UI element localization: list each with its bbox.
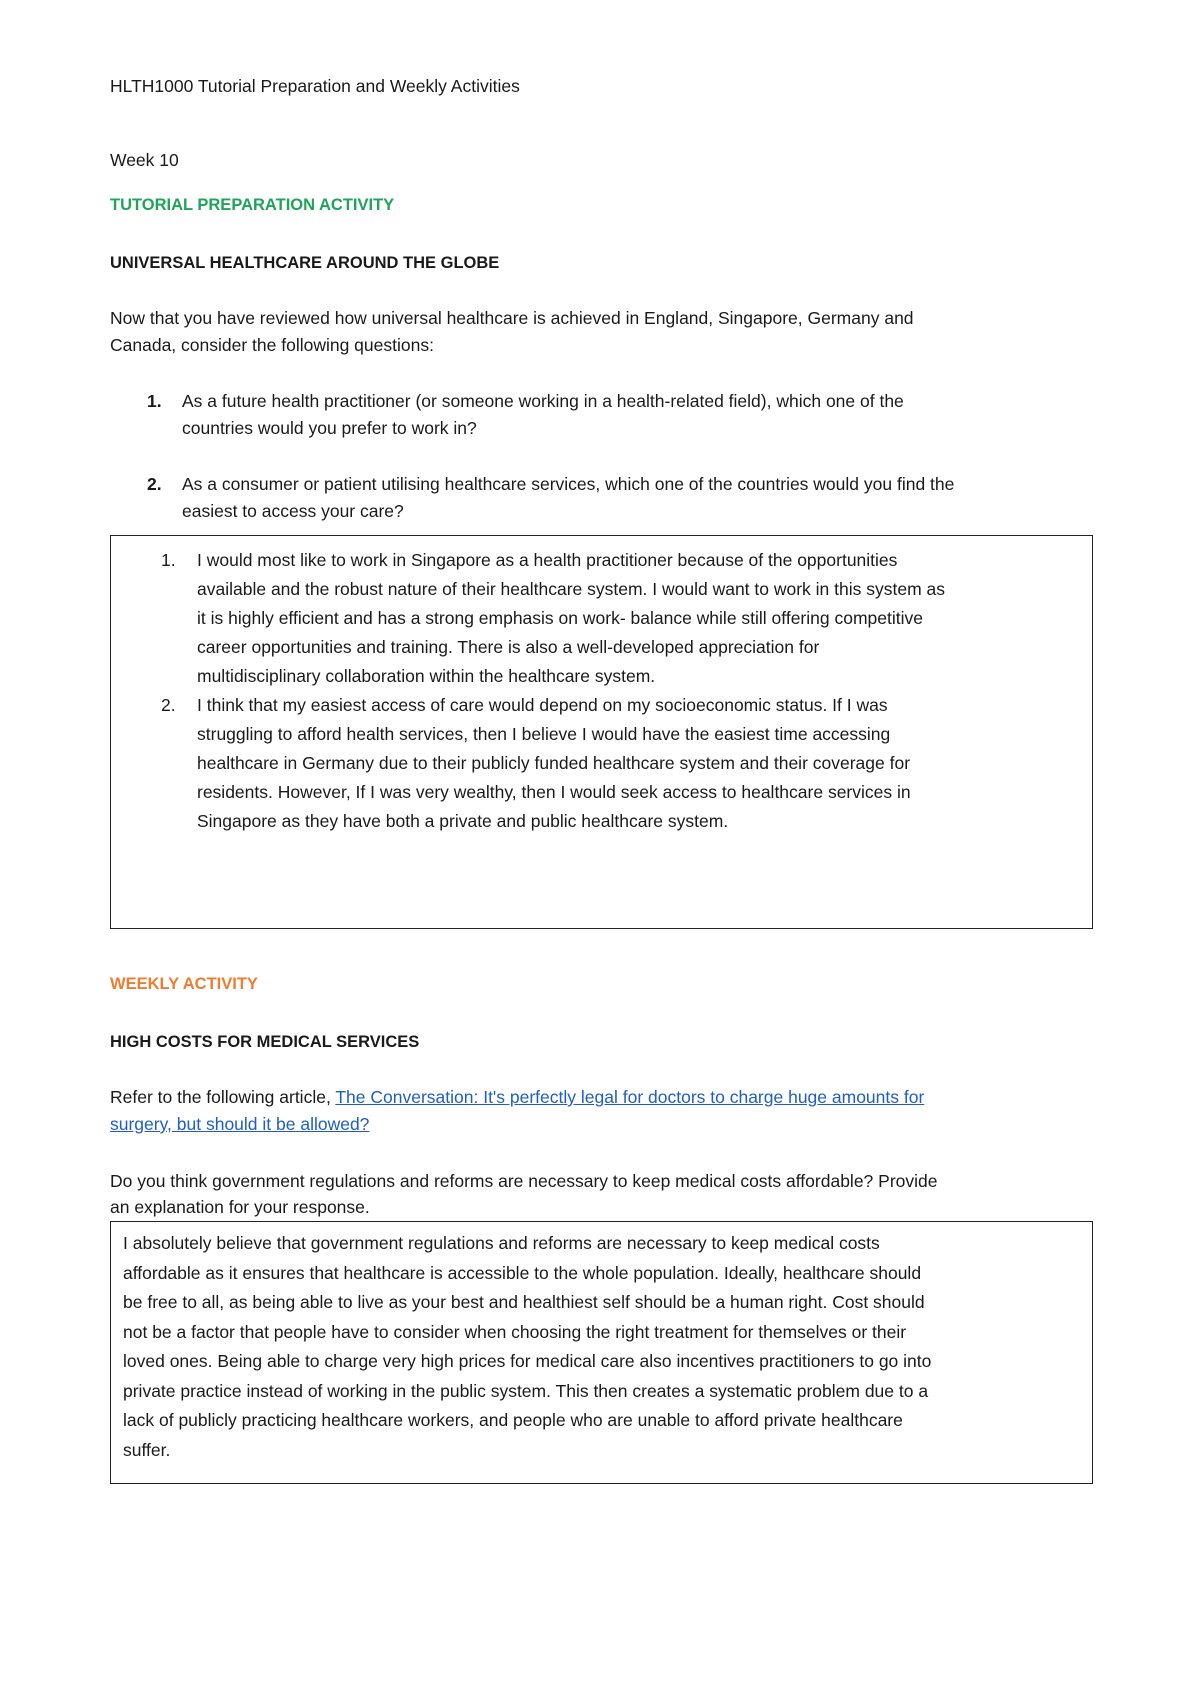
tutorial-intro-line: Canada, consider the following questions: xyxy=(110,335,434,355)
answer-line: loved ones. Being able to charge very high prices for medical care also incentives practitioners to go into xyxy=(123,1351,932,1371)
answer-line: affordable as it ensures that healthcare is accessible to the whole population. Ideally, healthcare should xyxy=(123,1262,922,1283)
tutorial-intro xyxy=(110,305,1095,359)
answer-item xyxy=(161,546,1092,691)
weekly-refer-paragraph xyxy=(110,1084,1095,1138)
tutorial-answers xyxy=(111,546,1092,836)
answer-line: lack of publicly practicing healthcare workers, and people who are unable to afford private healthcare xyxy=(123,1410,903,1430)
tutorial-section-label: TUTORIAL PREPARATION ACTIVITY xyxy=(110,196,395,214)
answer-line: I think that my easiest access of care would depend on my socioeconomic status. If I was xyxy=(197,695,888,715)
question-number: 2. xyxy=(147,474,162,494)
answer-line: be free to all, as being able to live as your best and healthiest self should be a human right. Cost should xyxy=(123,1292,925,1312)
refer-prefix: Refer to the following article, xyxy=(110,1087,336,1107)
article-link[interactable]: surgery, but should it be allowed? xyxy=(110,1114,370,1134)
answer-line: multidisciplinary collaboration within the healthcare system. xyxy=(197,666,656,686)
answer-line: Singapore as they have both a private and public healthcare system. xyxy=(197,811,729,831)
answer-line: career opportunities and training. There is also a well-developed appreciation for xyxy=(197,637,820,657)
question-line: easiest to access your care? xyxy=(182,501,404,521)
tutorial-question xyxy=(147,471,1095,525)
question-line: As a future health practitioner (or someone working in a health-related field), which one of the xyxy=(182,391,904,411)
answer-item xyxy=(161,691,1092,836)
article-link[interactable]: The Conversation: It's perfectly legal for doctors to charge huge amounts for xyxy=(335,1087,925,1107)
answer-line: I absolutely believe that government regulations and reforms are necessary to keep medical costs xyxy=(123,1233,880,1253)
answer-number: 1. xyxy=(161,550,176,570)
tutorial-question xyxy=(147,388,1095,442)
tutorial-intro-line: Now that you have reviewed how universal healthcare is achieved in England, Singapore, Germany and xyxy=(110,308,914,328)
answer-line: I would most like to work in Singapore as a health practitioner because of the opportunities xyxy=(197,550,898,570)
tutorial-questions xyxy=(110,388,1095,554)
weekly-question xyxy=(110,1168,1095,1220)
tutorial-title: UNIVERSAL HEALTHCARE AROUND THE GLOBE xyxy=(110,254,500,272)
tutorial-answer-box[interactable] xyxy=(110,535,1093,929)
weekly-title: HIGH COSTS FOR MEDICAL SERVICES xyxy=(110,1033,420,1051)
answer-line: struggling to afford health services, then I believe I would have the easiest time accessing xyxy=(197,724,891,744)
question-number: 1. xyxy=(147,391,162,411)
weekly-answer xyxy=(111,1229,1092,1465)
answer-line: private practice instead of working in the public system. This then creates a systematic problem due to a xyxy=(123,1380,929,1401)
answer-line: available and the robust nature of their healthcare system. I would want to work in this system as xyxy=(197,579,946,599)
answer-line: healthcare in Germany due to their publicly funded healthcare system and their coverage for xyxy=(197,753,911,773)
answer-line: not be a factor that people have to consider when choosing the right treatment for themselves or their xyxy=(123,1321,907,1342)
answer-line: suffer. xyxy=(123,1439,171,1460)
answer-line: it is highly efficient and has a strong emphasis on work- balance while still offering competitive xyxy=(197,608,923,628)
answer-number: 2. xyxy=(161,695,176,715)
weekly-section-label: WEEKLY ACTIVITY xyxy=(110,975,258,993)
week-label: Week 10 xyxy=(110,150,179,170)
weekly-question-line: Do you think government regulations and reforms are necessary to keep medical costs affordable? Provide xyxy=(110,1171,938,1191)
question-line: As a consumer or patient utilising healthcare services, which one of the countries would you find the xyxy=(182,474,955,494)
weekly-answer-box[interactable] xyxy=(110,1221,1093,1484)
weekly-question-line: an explanation for your response. xyxy=(110,1197,370,1217)
question-line: countries would you prefer to work in? xyxy=(182,418,477,438)
document-header: HLTH1000 Tutorial Preparation and Weekly Activities xyxy=(110,76,520,96)
answer-line: residents. However, If I was very wealthy, then I would seek access to healthcare services in xyxy=(197,782,911,802)
